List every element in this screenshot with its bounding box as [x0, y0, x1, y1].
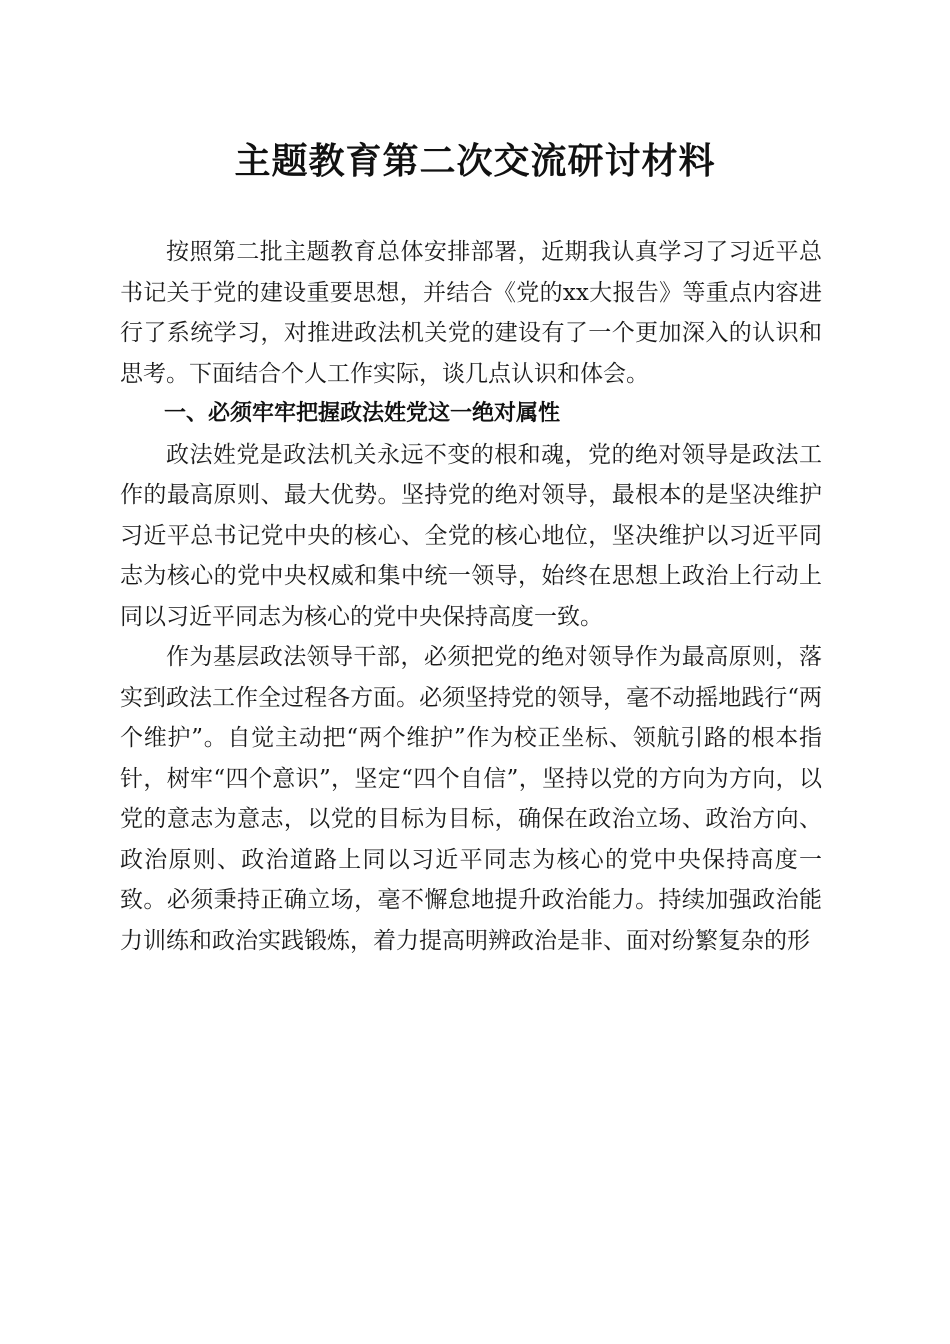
- document-body: [120, 232, 822, 961]
- section-paragraph-2: 作为基层政法领导干部，必须把党的绝对领导作为最高原则，落实到政法工作全过程各方面。必须坚持党的领导，毫不动摇地践行“两个维护”。自觉主动把“两个维护”作为校正坐标、领航引路的根本指针，树牢“四个意识”，坚定“四个自信”，坚持以党的方向为方向，以党的意志为意志，以党的目标为目标，确保在政治立场、政治方向、政治原则、政治道路上同以习近平同志为核心的党中央保持高度一致。必须秉持正确立场，毫不懈怠地提升政治能力。持续加强政治能力训练和政治实践锻炼，着力提高明辨政治是非、面对纷繁复杂的形: [120, 644, 822, 954]
- section-paragraph-1: 政法姓党是政法机关永远不变的根和魂，党的绝对领导是政法工作的最高原则、最大优势。坚持党的绝对领导，最根本的是坚决维护习近平总书记党中央的核心、全党的核心地位，坚决维护以习近平同志为核心的党中央权威和集中统一领导，始终在思想上政治上行动上同以习近平同志为核心的党中央保持高度一致。: [120, 441, 822, 630]
- intro-paragraph: 按照第二批主题教育总体安排部署，近期我认真学习了习近平总书记关于党的建设重要思想，并结合《党的xx大报告》等重点内容进行了系统学习，对推进政法机关党的建设有了一个更加深入的认识和思考。下面结合个人工作实际，谈几点认识和体会。: [120, 239, 822, 387]
- document-title: 主题教育第二次交流研讨材料: [234, 140, 716, 182]
- section-heading: 一、必须牢牢把握政法姓党这一绝对属性: [164, 401, 561, 426]
